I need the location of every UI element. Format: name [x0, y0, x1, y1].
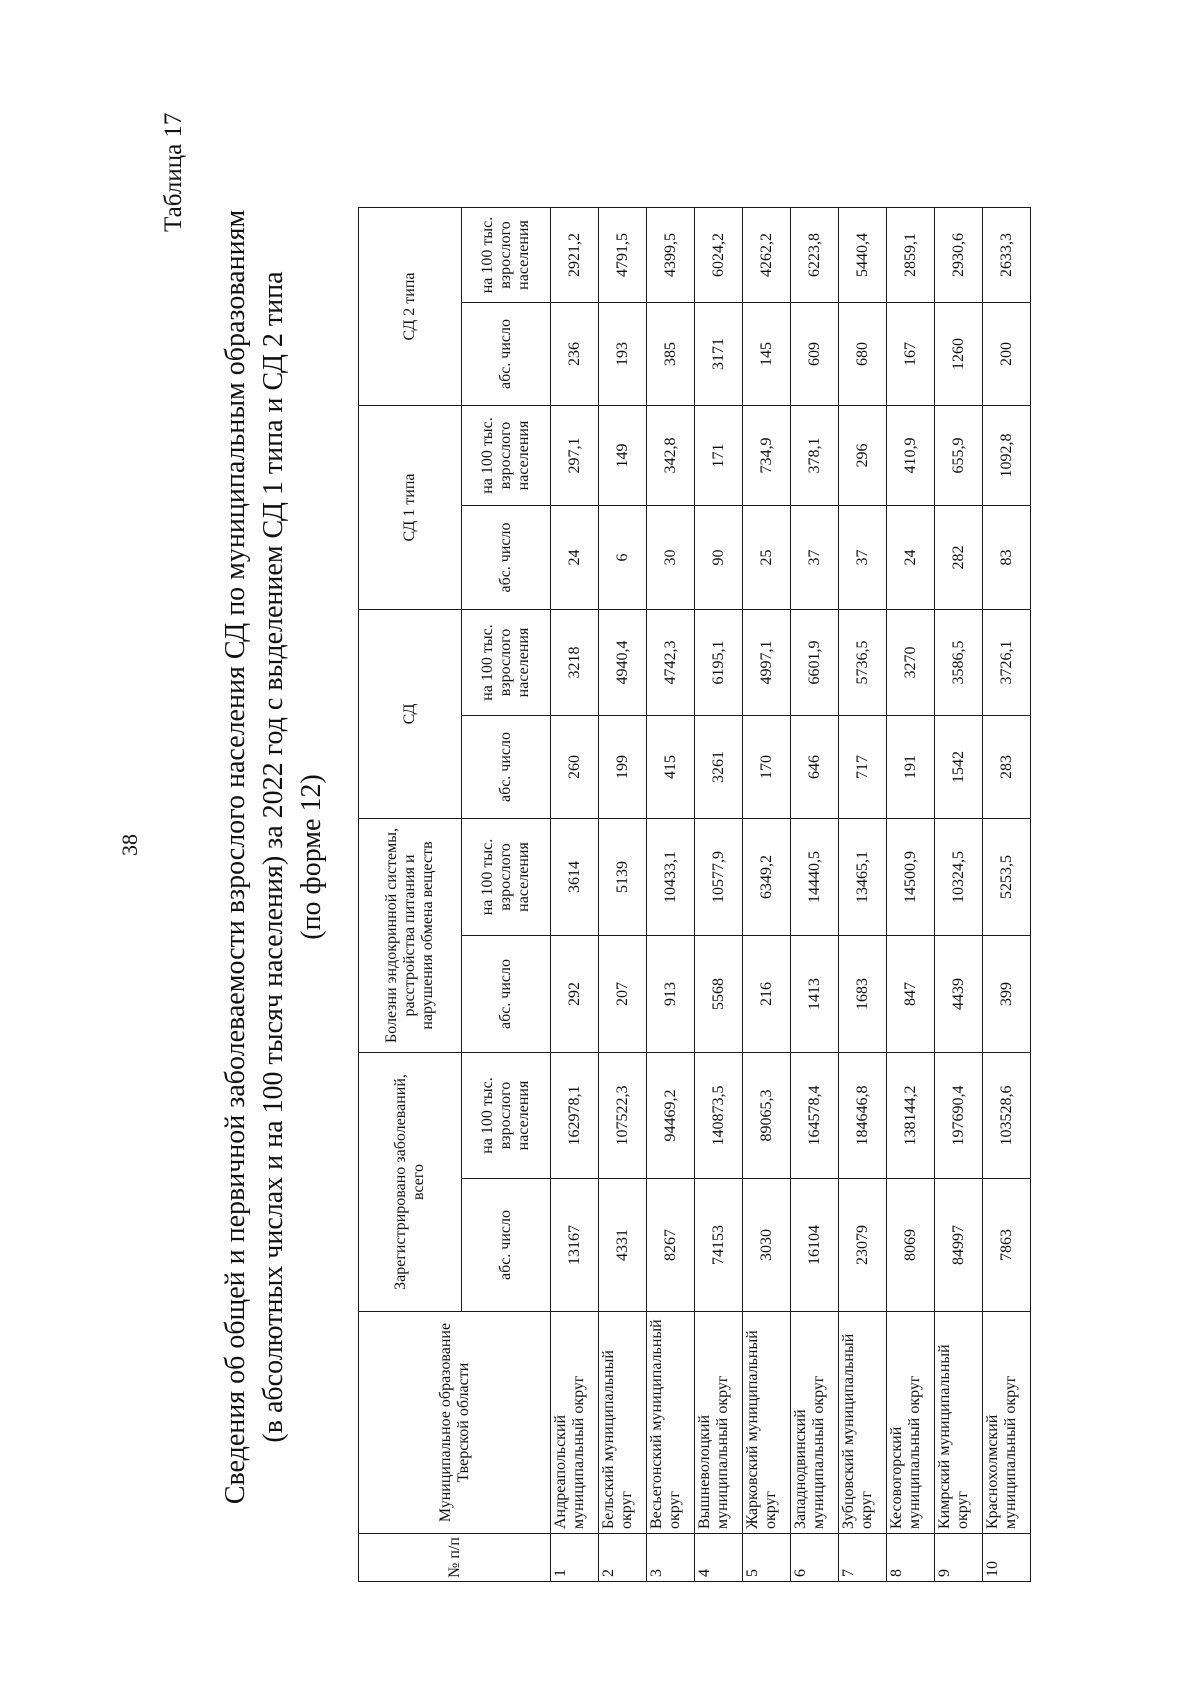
value-cell: 646 [791, 716, 839, 819]
value-cell: 6 [599, 506, 647, 610]
value-cell: 193 [599, 303, 647, 406]
row-number: 2 [599, 1534, 647, 1582]
value-cell: 655,9 [935, 406, 983, 506]
value-cell: 5568 [695, 936, 743, 1053]
value-cell: 167 [887, 303, 935, 406]
title-line-2: (в абсолютных числах и на 100 тысяч населения) за 2022 год с выделением СД 1 типа и СД 2 типа [258, 271, 289, 1443]
value-cell: 1542 [935, 716, 983, 819]
value-cell: 16104 [791, 1179, 839, 1312]
title-line-1: Сведения об общей и первичной заболеваемости взрослого населения СД по муниципальным образованиям [220, 209, 251, 1505]
value-cell: 913 [647, 936, 695, 1053]
value-cell: 3270 [887, 610, 935, 716]
value-cell: 83 [983, 506, 1031, 610]
value-cell: 260 [551, 716, 599, 819]
row-number: 6 [791, 1534, 839, 1582]
value-cell: 3614 [551, 819, 599, 936]
value-cell: 680 [839, 303, 887, 406]
row-number: 4 [695, 1534, 743, 1582]
municipality-name: Западнодвинский муниципальный округ [791, 1312, 839, 1534]
subheader-cell: на 100 тыс. взрослого населения [462, 406, 551, 506]
value-cell: 3171 [695, 303, 743, 406]
title-line-3: (по форме 12) [296, 774, 327, 940]
statistics-table [358, 207, 1031, 1582]
table-row [647, 208, 695, 1582]
municipality-name: Жарковский муниципальный округ [743, 1312, 791, 1534]
value-cell: 3726,1 [983, 610, 1031, 716]
municipality-name: Кимрский муниципальный округ [935, 1312, 983, 1534]
value-cell: 2859,1 [887, 208, 935, 303]
value-cell: 5736,5 [839, 610, 887, 716]
value-cell: 5139 [599, 819, 647, 936]
value-cell: 84997 [935, 1179, 983, 1312]
value-cell: 6024,2 [695, 208, 743, 303]
table-row [551, 208, 599, 1582]
subheader-cell: абс. число [462, 303, 551, 406]
value-cell: 30 [647, 506, 695, 610]
value-cell: 37 [791, 506, 839, 610]
subheader-cell: абс. число [462, 1179, 551, 1312]
value-cell: 8069 [887, 1179, 935, 1312]
value-cell: 3218 [551, 610, 599, 716]
table-row [983, 208, 1031, 1582]
row-number: 8 [887, 1534, 935, 1582]
municipality-name: Кесовогорский муниципальный округ [887, 1312, 935, 1534]
page-number: 38 [117, 834, 142, 856]
value-cell: 4331 [599, 1179, 647, 1312]
value-cell: 1260 [935, 303, 983, 406]
value-cell: 2921,2 [551, 208, 599, 303]
header-group-sd2: СД 2 типа [359, 208, 462, 406]
value-cell: 149 [599, 406, 647, 506]
value-cell: 37 [839, 506, 887, 610]
value-cell: 4940,4 [599, 610, 647, 716]
value-cell: 296 [839, 406, 887, 506]
value-cell: 6349,2 [743, 819, 791, 936]
municipality-name: Зубцовский муниципальный округ [839, 1312, 887, 1534]
table-row [695, 208, 743, 1582]
row-number: 5 [743, 1534, 791, 1582]
header-group-sd1: СД 1 типа [359, 406, 462, 610]
value-cell: 297,1 [551, 406, 599, 506]
table-row [887, 208, 935, 1582]
municipality-name: Бельский муниципальный округ [599, 1312, 647, 1534]
value-cell: 283 [983, 716, 1031, 819]
table-row [599, 208, 647, 1582]
value-cell: 4742,3 [647, 610, 695, 716]
value-cell: 13465,1 [839, 819, 887, 936]
value-cell: 1683 [839, 936, 887, 1053]
value-cell: 199 [599, 716, 647, 819]
value-cell: 6601,9 [791, 610, 839, 716]
row-number: 7 [839, 1534, 887, 1582]
value-cell: 717 [839, 716, 887, 819]
value-cell: 399 [983, 936, 1031, 1053]
value-cell: 207 [599, 936, 647, 1053]
table-row [935, 208, 983, 1582]
value-cell: 3030 [743, 1179, 791, 1312]
value-cell: 164578,4 [791, 1053, 839, 1179]
value-cell: 94469,2 [647, 1053, 695, 1179]
value-cell: 107522,3 [599, 1053, 647, 1179]
value-cell: 415 [647, 716, 695, 819]
value-cell: 1092,8 [983, 406, 1031, 506]
value-cell: 5253,5 [983, 819, 1031, 936]
value-cell: 609 [791, 303, 839, 406]
value-cell: 7863 [983, 1179, 1031, 1312]
value-cell: 4262,2 [743, 208, 791, 303]
municipality-name: Весьегонский муниципальный округ [647, 1312, 695, 1534]
value-cell: 4997,1 [743, 610, 791, 716]
value-cell: 8267 [647, 1179, 695, 1312]
subheader-cell: абс. число [462, 936, 551, 1053]
value-cell: 162978,1 [551, 1053, 599, 1179]
value-cell: 89065,3 [743, 1053, 791, 1179]
value-cell: 145 [743, 303, 791, 406]
value-cell: 10324,5 [935, 819, 983, 936]
municipality-name: Андреапольский муниципальный округ [551, 1312, 599, 1534]
value-cell: 3261 [695, 716, 743, 819]
value-cell: 5440,4 [839, 208, 887, 303]
value-cell: 103528,6 [983, 1053, 1031, 1179]
value-cell: 14500,9 [887, 819, 935, 936]
value-cell: 3586,5 [935, 610, 983, 716]
value-cell: 4439 [935, 936, 983, 1053]
table-number: Таблица 17 [160, 112, 187, 232]
value-cell: 6223,8 [791, 208, 839, 303]
municipality-name: Вышневолоцкий муниципальный округ [695, 1312, 743, 1534]
table-row [743, 208, 791, 1582]
value-cell: 184646,8 [839, 1053, 887, 1179]
row-number: 10 [983, 1534, 1031, 1582]
value-cell: 378,1 [791, 406, 839, 506]
value-cell: 216 [743, 936, 791, 1053]
value-cell: 342,8 [647, 406, 695, 506]
value-cell: 2930,6 [935, 208, 983, 303]
header-num: № п/п [359, 1534, 551, 1582]
value-cell: 140873,5 [695, 1053, 743, 1179]
value-cell: 74153 [695, 1179, 743, 1312]
value-cell: 25 [743, 506, 791, 610]
value-cell: 1413 [791, 936, 839, 1053]
header-group-registered: Зарегистрировано заболеваний, всего [359, 1053, 462, 1312]
table-row [839, 208, 887, 1582]
header-group-sd: СД [359, 610, 462, 819]
value-cell: 138144,2 [887, 1053, 935, 1179]
row-number: 3 [647, 1534, 695, 1582]
row-number: 9 [935, 1534, 983, 1582]
value-cell: 24 [887, 506, 935, 610]
subheader-cell: абс. число [462, 506, 551, 610]
value-cell: 4791,5 [599, 208, 647, 303]
value-cell: 13167 [551, 1179, 599, 1312]
value-cell: 410,9 [887, 406, 935, 506]
table-header-row [359, 208, 462, 1582]
table-row [791, 208, 839, 1582]
value-cell: 734,9 [743, 406, 791, 506]
subheader-cell: на 100 тыс. взрослого населения [462, 1053, 551, 1179]
value-cell: 385 [647, 303, 695, 406]
header-municipality: Муниципальное образование Тверской области [359, 1312, 551, 1534]
value-cell: 236 [551, 303, 599, 406]
value-cell: 23079 [839, 1179, 887, 1312]
value-cell: 2633,3 [983, 208, 1031, 303]
value-cell: 10433,1 [647, 819, 695, 936]
value-cell: 282 [935, 506, 983, 610]
table-body [551, 208, 1031, 1582]
subheader-cell: на 100 тыс. взрослого населения [462, 819, 551, 936]
value-cell: 847 [887, 936, 935, 1053]
value-cell: 292 [551, 936, 599, 1053]
value-cell: 170 [743, 716, 791, 819]
subheader-cell: абс. число [462, 716, 551, 819]
value-cell: 191 [887, 716, 935, 819]
municipality-name: Краснохолмский муниципальный округ [983, 1312, 1031, 1534]
header-group-endocrine: Болезни эндокринной системы, расстройства питания и нарушения обмена веществ [359, 819, 462, 1053]
subheader-cell: на 100 тыс. взрослого населения [462, 610, 551, 716]
value-cell: 197690,4 [935, 1053, 983, 1179]
value-cell: 14440,5 [791, 819, 839, 936]
value-cell: 6195,1 [695, 610, 743, 716]
value-cell: 200 [983, 303, 1031, 406]
value-cell: 171 [695, 406, 743, 506]
value-cell: 90 [695, 506, 743, 610]
subheader-cell: на 100 тыс. взрослого населения [462, 208, 551, 303]
value-cell: 24 [551, 506, 599, 610]
row-number: 1 [551, 1534, 599, 1582]
value-cell: 4399,5 [647, 208, 695, 303]
value-cell: 10577,9 [695, 819, 743, 936]
